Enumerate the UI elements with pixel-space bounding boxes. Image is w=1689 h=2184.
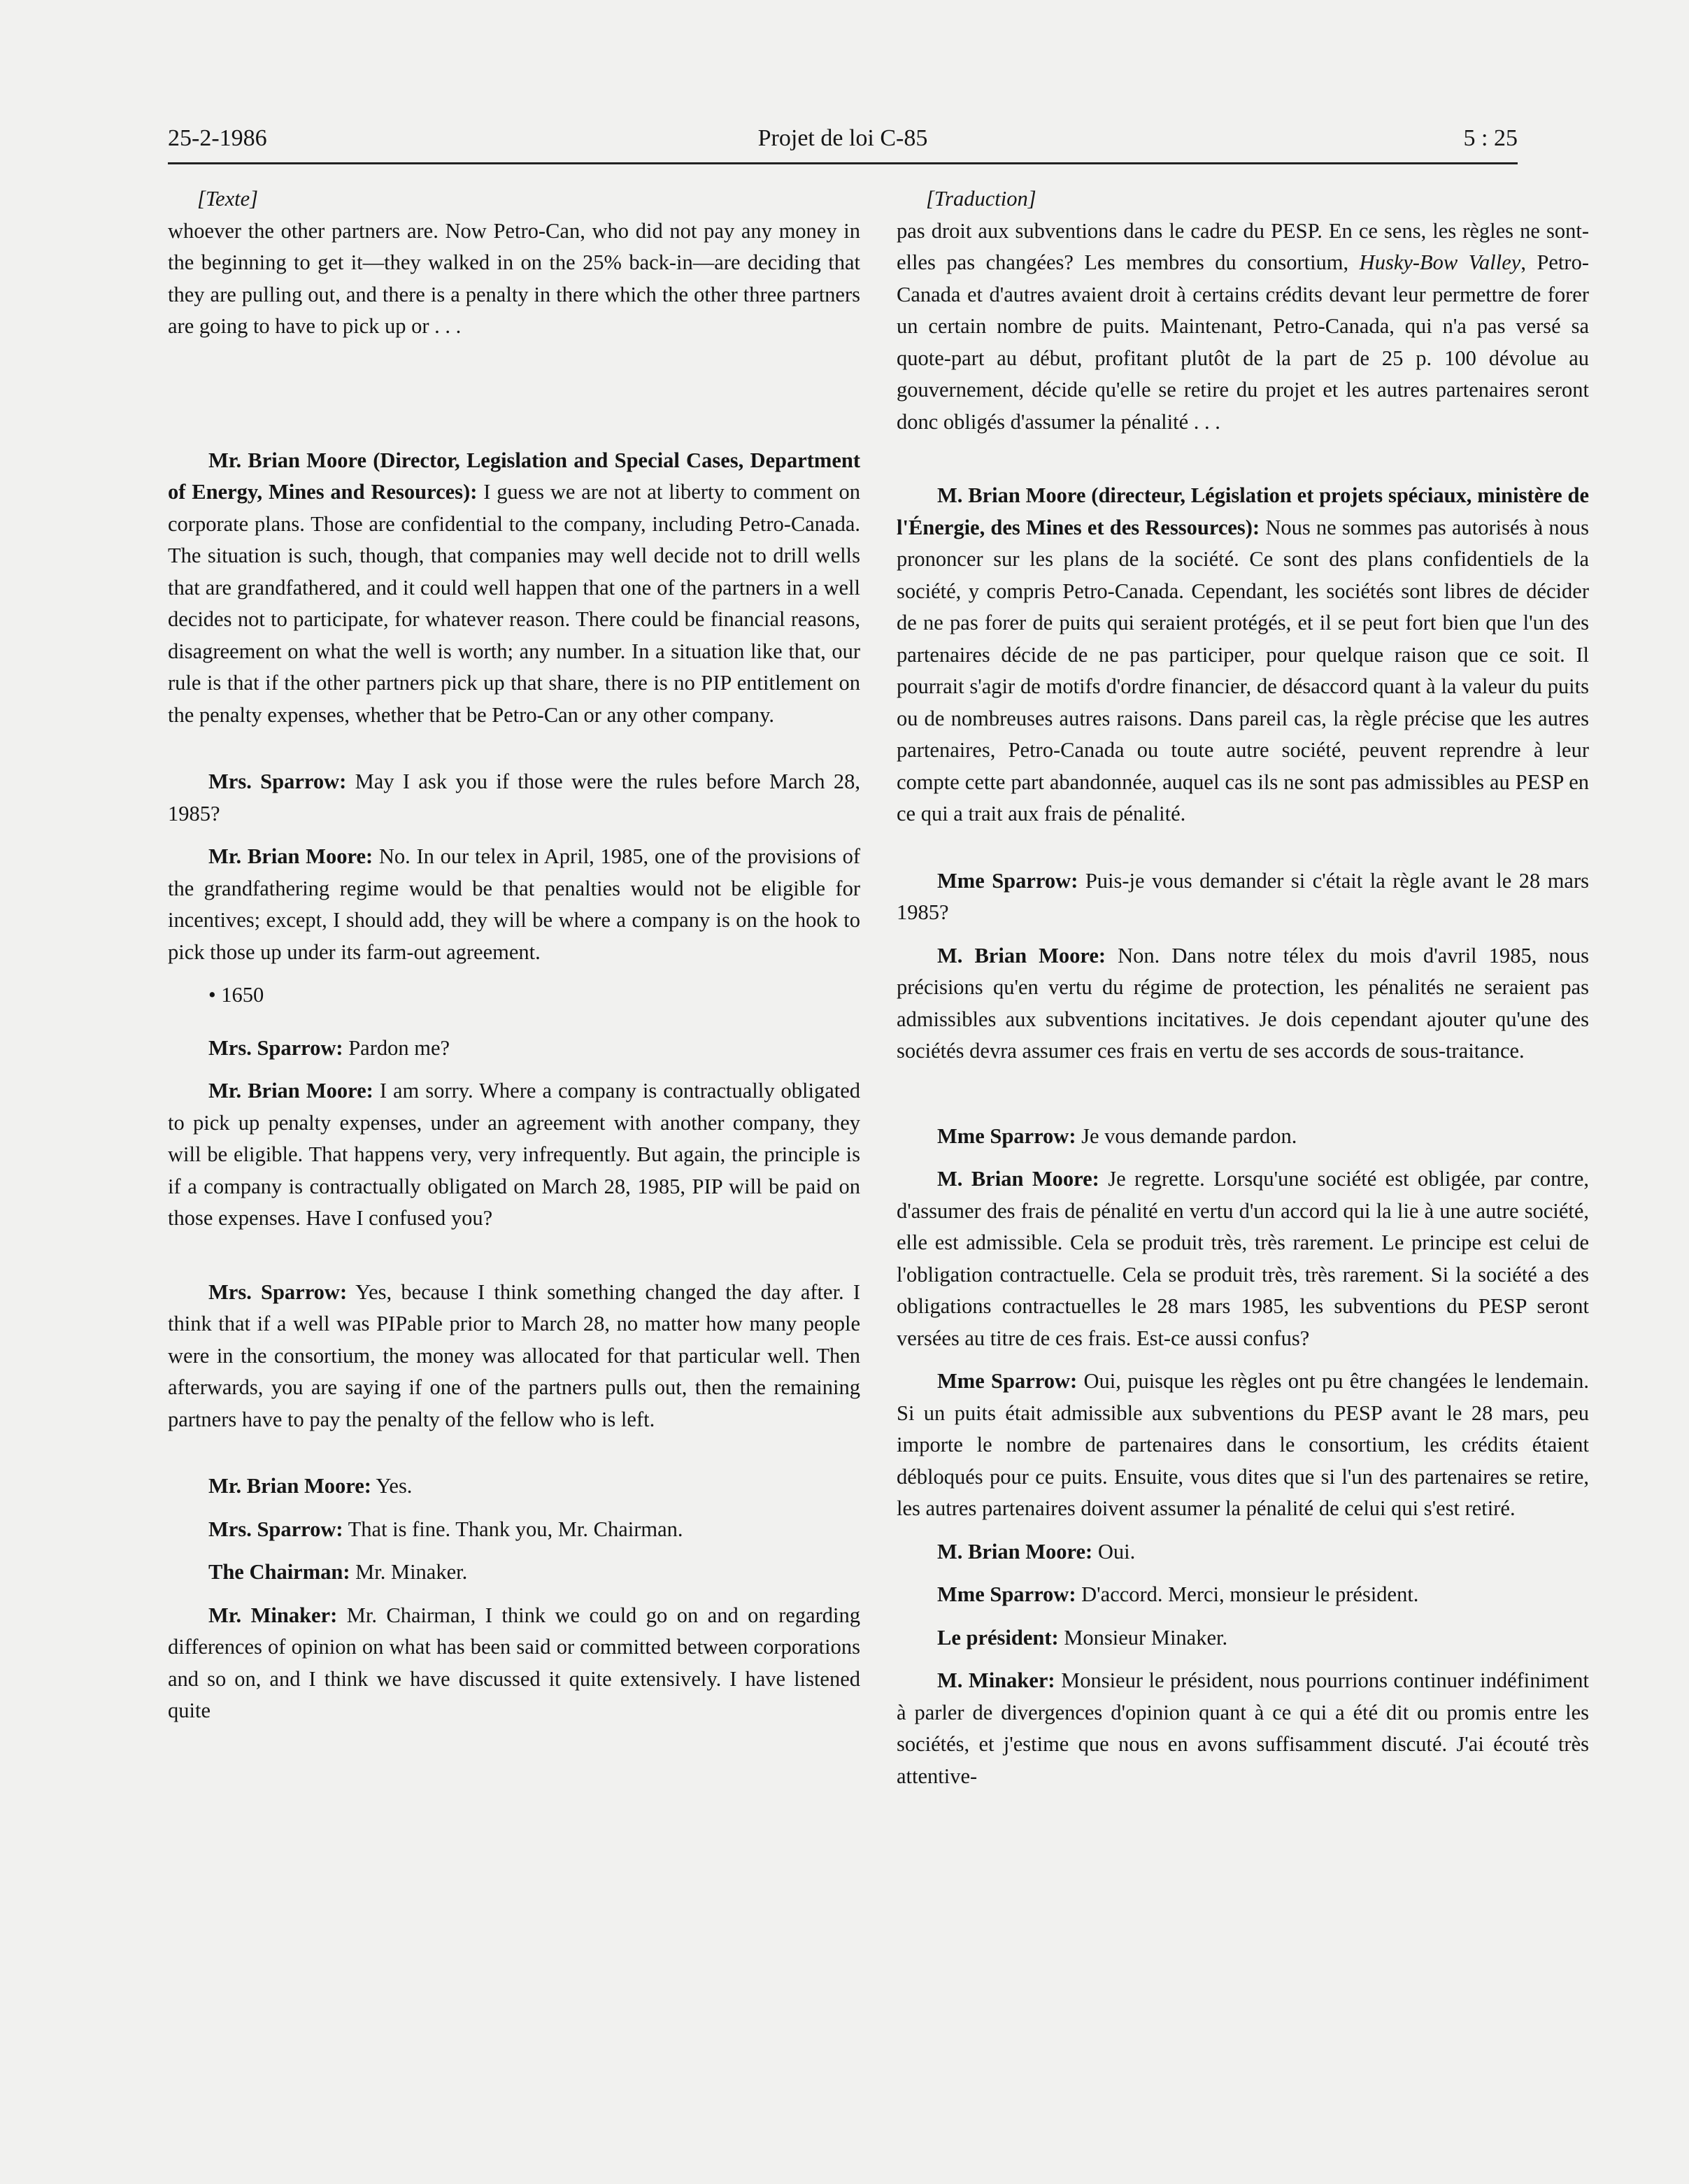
speaker-name: Mr. Brian Moore: [208, 1079, 373, 1102]
paragraph: M. Brian Moore (directeur, Législation et projets spéciaux, ministère de l'Énergie, des Mines et des Ressources): Nous ne sommes pas autorisés à nous prononcer sur les plans de la société. Ce sont des plans confidentiels de la société, y compris Petro-Canada. Cependant, les sociétés sont libres de décider de ne pas forer de puits qui seraient protégés, et il se peut fort bien que l'un des partenaires décide de ne pas participer, pour quelque raison que ce soit. Il pourrait s'agir de motifs d'ordre financier, de désaccord quant à la valeur du puits ou de nombreuses autres raisons. Dans pareil cas, la règle précise que les autres partenaires, Petro-Canada ou toute autre société, peuvent reprendre à leur compte cette part abandonnée, auquel cas ils ne sont pas admissibles au PESP en ce qui a trait aux frais de pénalité. [897, 483, 1589, 825]
header-title: Projet de loi C-85 [757, 125, 928, 151]
header-date: 25-2-1986 [168, 125, 267, 151]
paragraph: Mme Sparrow: Je vous demande pardon. [937, 1123, 1297, 1148]
speaker-name: Le président: [937, 1625, 1059, 1650]
paragraph: The Chairman: Mr. Minaker. [208, 1560, 468, 1584]
paragraph: Mr. Brian Moore: No. In our telex in April, 1985, one of the provisions of the grandfathering regime would be that penalties would not be eligible for incentives; except, I should add, they will be where a company is on the hook to pick those up under its farm-out agreement. [168, 844, 860, 964]
paragraph: whoever the other partners are. Now Petro-Can, who did not pay any money in the beginning to get it—they walked in on the 25% back-in—are deciding that they are pulling out, and there is a penalty in there which the other three partners are going to have to pick up or . . . [168, 218, 860, 338]
page-header [168, 119, 1518, 158]
paragraph: Mr. Brian Moore (Director, Legislation and Special Cases, Department of Energy, Mines and Resources): I guess we are not at liberty to comment on corporate plans. Those are confidential to the company, including Petro-Canada. The situation is such, though, that companies may well decide not to drill wells that are grandfathered, and it could well happen that one of the partners in a well decides not to participate, for whatever reason. There could be financial reasons, disagreement on what the well is worth; any number. In a situation like that, our rule is that if the other partners pick up that share, there is no PIP entitlement on the penalty expenses, whether that be Petro-Can or any other company. [168, 448, 860, 727]
header-rule [168, 162, 1518, 164]
paragraph: Mme Sparrow: Puis-je vous demander si c'était la règle avant le 28 mars 1985? [897, 868, 1589, 924]
paragraph: Mrs. Sparrow: Yes, because I think something changed the day after. I think that if a well was PIPable prior to March 28, no matter how many people were in the consortium, the money was allocated for that particular well. Then afterwards, you are saying if one of the partners pulls out, then the remaining partners have to pay the penalty of the fellow who is left. [168, 1279, 860, 1431]
speaker-name: Mme Sparrow: [937, 1582, 1076, 1606]
column-label: [Texte] [197, 187, 258, 211]
paragraph: Mrs. Sparrow: May I ask you if those were the rules before March 28, 1985? [168, 770, 861, 825]
speaker-name: Mme Sparrow: [937, 1123, 1076, 1148]
paragraph: Le président: Monsieur Minaker. [937, 1625, 1228, 1650]
speaker-name: M. Brian Moore: [937, 1539, 1093, 1563]
speaker-name: Mrs. Sparrow: [208, 1517, 343, 1541]
speaker-name: Mr. Brian Moore: [208, 844, 373, 868]
speaker-name: The Chairman: [208, 1560, 350, 1584]
paragraph: M. Minaker: Monsieur le président, nous pourrions continuer indéfiniment à parler de divergences d'opinion quant à ce qui a été dit ou promis entre les sociétés, et j'estime que nous en avons suffisamment discuté. J'ai écouté très attentive- [897, 1668, 1589, 1788]
paragraph: Mme Sparrow: D'accord. Merci, monsieur le président. [937, 1582, 1419, 1606]
paragraph: Mme Sparrow: Oui, puisque les règles ont pu être changées le lendemain. Si un puits était admissible aux subventions du PESP avant le 28 mars, peu importe le nombre de partenaires dans le consortium, les crédits étaient débloqués pour ce puits. Ensuite, vous dites que si l'un des partenaires se retire, les autres partenaires doivent assumer la pénalité de celui qui s'est retiré. [897, 1369, 1589, 1520]
speaker-name: Mr. Minaker: [208, 1603, 338, 1627]
speaker-name: M. Brian Moore: [937, 943, 1106, 967]
speaker-name: Mrs. Sparrow: [208, 770, 347, 793]
paragraph: M. Brian Moore: Non. Dans notre télex du mois d'avril 1985, nous précisions qu'en vertu du régime de protection, les pénalités ne seraient pas admissibles aux subventions incitatives. Je dois cependant ajouter qu'une des sociétés devra assumer ces frais en vertu de ses accords de sous-traitance. [897, 943, 1589, 1063]
paragraph: Mr. Minaker: Mr. Chairman, I think we could go on and on regarding differences of opinion on what has been said or committed between corporations and so on, and I think we have discussed it quite extensively. I have listened quite [168, 1603, 860, 1722]
speaker-name: Mrs. Sparrow: [208, 1035, 343, 1060]
column-label: [Traduction] [926, 187, 1036, 211]
paragraph: Mr. Brian Moore: I am sorry. Where a company is contractually obligated to pick up penalty expenses, under an agreement with another company, they will be eligible. That happens very, very infrequently. But again, the principle is if a company is contractually obligated on March 28, 1985, PIP will be paid on those expenses. Have I confused you? [168, 1079, 861, 1230]
english-column [168, 183, 860, 1727]
speaker-name: M. Brian Moore (directeur, Législation et projets spéciaux, ministère de l'Énergie, des Mines et des Ressources): [897, 483, 1589, 539]
header-page-number: 5 : 25 [1463, 125, 1518, 151]
speaker-name: M. Minaker: [937, 1668, 1055, 1692]
french-column [897, 183, 1589, 1792]
speaker-name: Mme Sparrow: [937, 868, 1078, 893]
speaker-name: Mme Sparrow: [937, 1369, 1078, 1393]
paragraph: Mrs. Sparrow: Pardon me? [208, 1035, 450, 1060]
paragraph: Mr. Brian Moore: Yes. [208, 1474, 413, 1498]
paragraph: pas droit aux subventions dans le cadre du PESP. En ce sens, les règles ne sont-elles pas changées? Les membres du consortium, Husky-Bow Valley, Petro-Canada et d'autres avaient droit à certains crédits devant leur permettre de forer un certain nombre de puits. Maintenant, Petro-Canada, qui n'a pas versé sa quote-part au début, profitant plutôt de la part de 25 p. 100 dévolue au gouvernement, décide qu'elle se retire du projet et les autres partenaires seront donc obligés d'assumer la pénalité . . . [897, 218, 1589, 434]
paragraph: M. Brian Moore: Je regrette. Lorsqu'une société est obligée, par contre, d'assumer des frais de pénalité en vertu d'un accord qui la lie à une autre société, elle est admissible. Cela se produit très, très rarement. Le principe est celui de l'obligation contractuelle. Cela se produit très, très rarement. Si la société a des obligations contractuelles le 28 mars 1985, les subventions du PESP seront versées au titre de ces frais. Est-ce aussi confus? [897, 1167, 1589, 1350]
speaker-name: Mrs. Sparrow: [208, 1279, 348, 1304]
speaker-name: M. Brian Moore: [937, 1167, 1099, 1191]
timestamp: • 1650 [208, 983, 264, 1007]
paragraph: M. Brian Moore: Oui. [937, 1539, 1136, 1563]
speaker-name: Mr. Brian Moore: [208, 1474, 371, 1498]
speaker-name: Mr. Brian Moore (Director, Legislation and Special Cases, Department of Energy, Mines and Resources): [168, 448, 860, 504]
paragraph: Mrs. Sparrow: That is fine. Thank you, Mr. Chairman. [208, 1517, 683, 1541]
